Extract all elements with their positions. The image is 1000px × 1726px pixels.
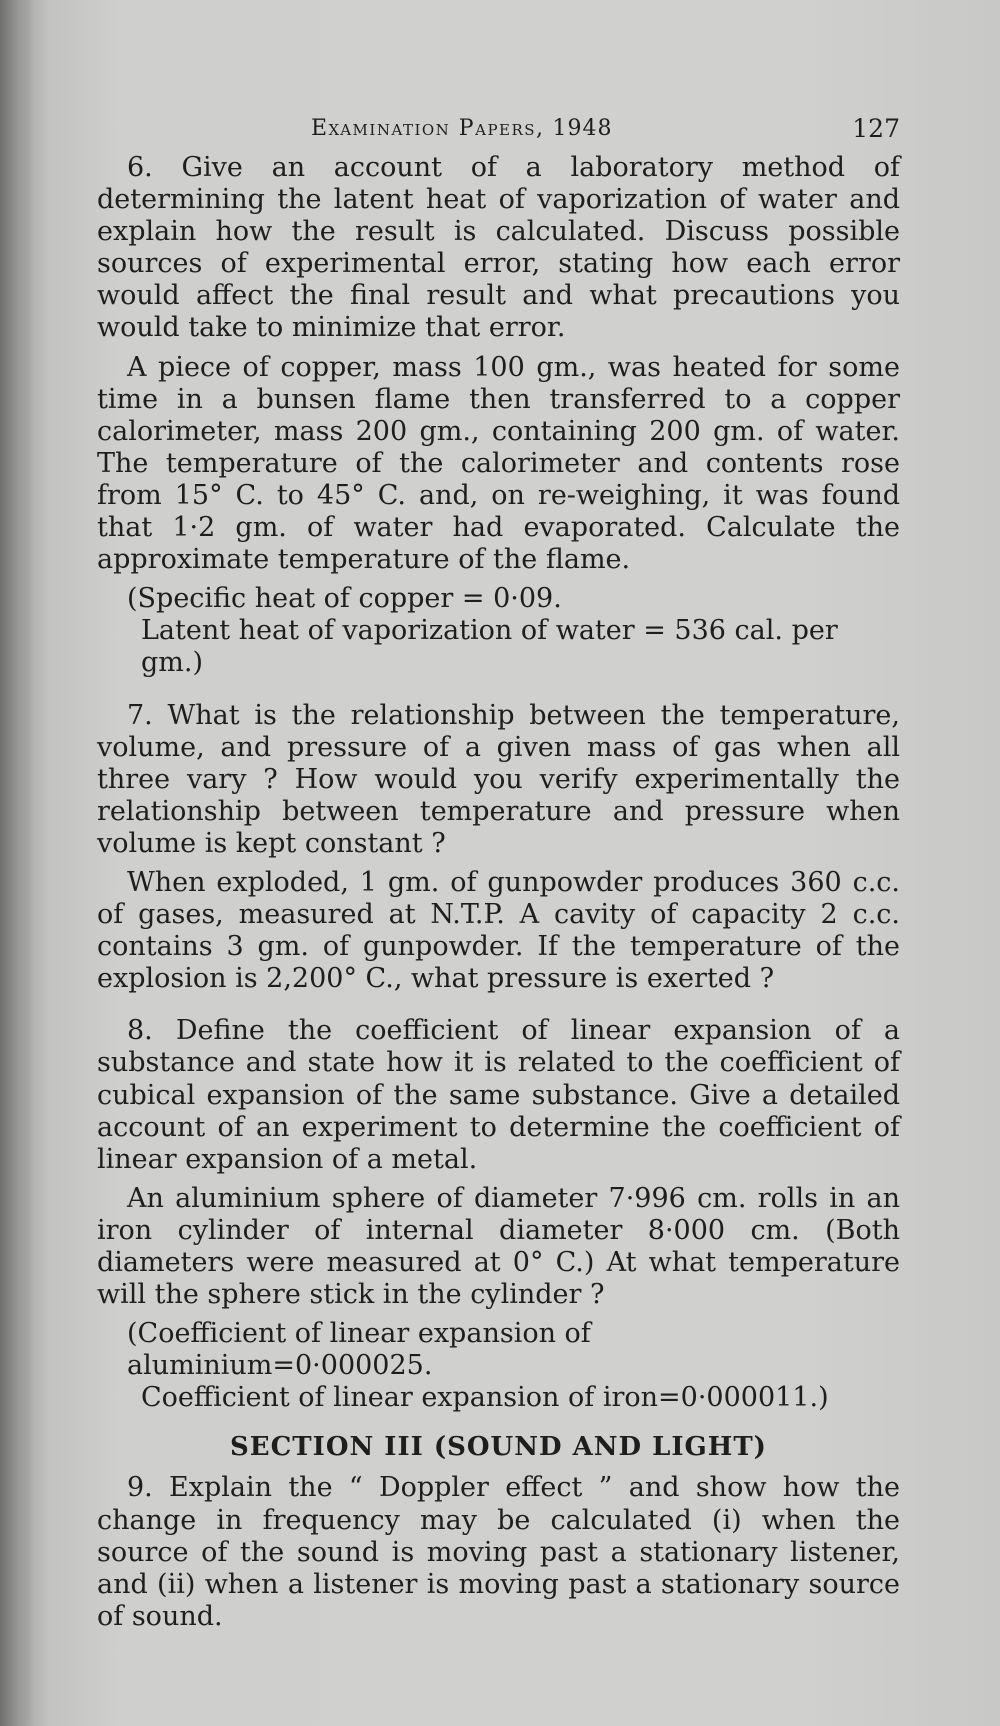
page-number: 127 [852,114,900,143]
book-spine-shadow [0,0,34,1726]
question-8-data-1: (Coefficient of linear expansion of aluminium=0·000025. [127,1318,591,1382]
running-title-text: Examination Papers, [311,116,545,141]
question-6-data-2: Latent heat of vaporization of water = 536 cal. per gm.) [141,615,838,679]
running-head [97,108,900,152]
question-6-intro: 6. Give an account of a laboratory method of determining the latent heat of vaporization of water and explain how the result is calculated. Discuss possible sources of experimental error, stating how each error would affect the final result and what precautions you would take to minimize that error. [97,152,900,344]
question-8-problem: An aluminium sphere of diameter 7·996 cm. rolls in an iron cylinder of internal diameter 8·000 cm. (Both diameters were measured at 0° C.) At what temperature will the sphere stick in the cylinder ? [97,1182,900,1311]
question-6-problem: A piece of copper, mass 100 gm., was heated for some time in a bunsen flame then transferred to a copper calorimeter, mass 200 gm., containing 200 gm. of water. The temperature of the calorimeter and contents rose from 15° C. to 45° C. and, on re-weighing, it was found that 1·2 gm. of water had evaporated. Calculate the approximate temperature of the flame. [97,351,900,576]
section-3-heading: SECTION III (SOUND AND LIGHT) [230,1432,767,1463]
question-7-intro: 7. What is the relationship between the temperature, volume, and pressure of a given mass of gas when all three vary ? How would you verify experimentally the relationship between temperature and pressure when volume is kept constant ? [97,699,900,859]
question-8-data-2: Coefficient of linear expansion of iron=0·000011.) [141,1382,829,1414]
question-9-intro: 9. Explain the “ Doppler effect ” and show how the change in frequency may be calculated (i) when the source of the sound is moving past a stationary listener, and (ii) when a listener is moving past a stationary source of sound. [97,1472,900,1632]
page-text-block [97,108,900,1633]
question-6-data-1: (Specific heat of copper = 0·09. [127,583,562,615]
question-8-intro: 8. Define the coefficient of linear expansion of a substance and state how it is related to the coefficient of cubical expansion of the same substance. Give a detailed account of an experiment to determine the coefficient of linear expansion of a metal. [97,1015,900,1175]
running-title [311,116,613,141]
running-title-year: 1948 [552,116,613,141]
question-7-problem: When exploded, 1 gm. of gunpowder produces 360 c.c. of gases, measured at N.T.P. A cavity of capacity 2 c.c. contains 3 gm. of gunpowder. If the temperature of the explosion is 2,200° C., what pressure is exerted ? [97,866,900,995]
